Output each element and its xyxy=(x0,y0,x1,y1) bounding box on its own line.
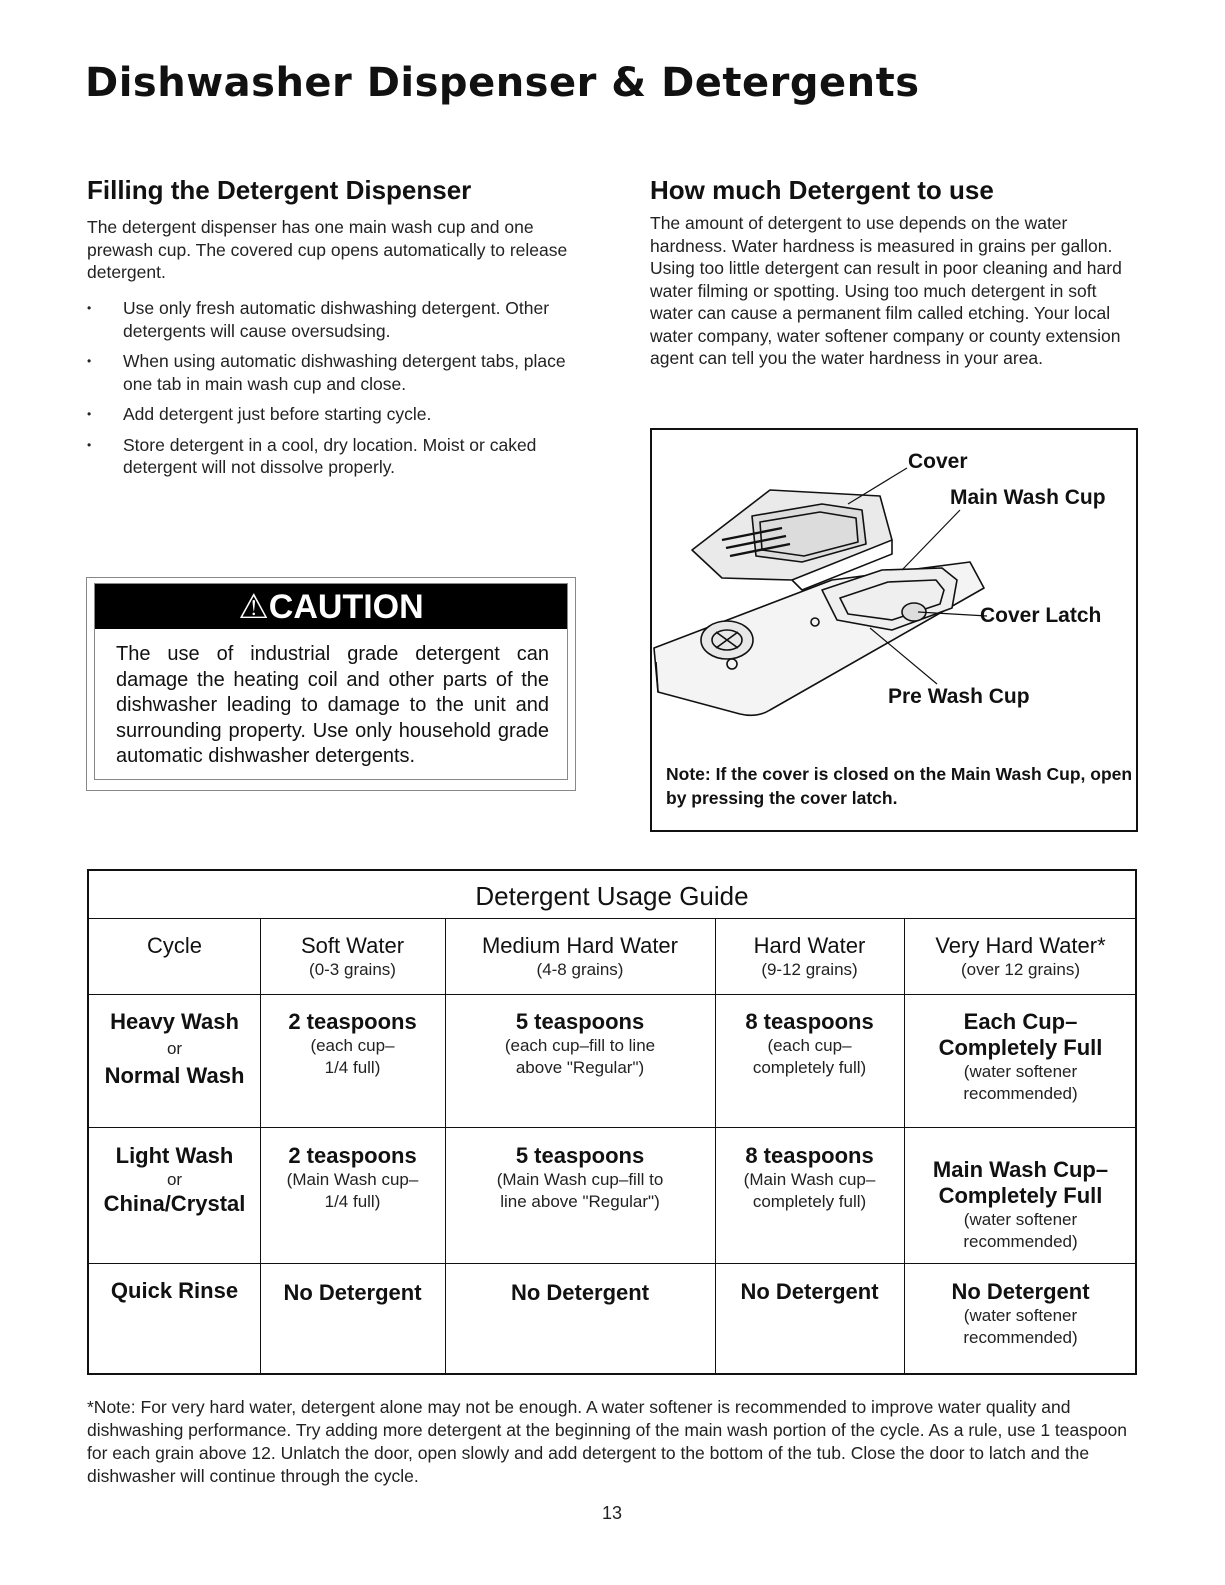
detergent-usage-guide-table xyxy=(87,869,1137,1375)
amount: Each Cup– xyxy=(963,1009,1078,1034)
amount: No Detergent xyxy=(740,1279,879,1304)
table-rule xyxy=(89,918,1135,919)
label-cover: Cover xyxy=(908,450,968,473)
table-cell xyxy=(260,1280,445,1306)
page-number: 13 xyxy=(602,1503,623,1523)
table-cell xyxy=(260,1009,445,1079)
amount-note: line above "Regular") xyxy=(500,1192,660,1211)
table-cell xyxy=(715,1009,904,1079)
header-cycle xyxy=(89,933,260,959)
amount: No Detergent xyxy=(951,1279,1090,1304)
caution-banner: ⚠CAUTION xyxy=(95,584,567,629)
table-cell xyxy=(715,1143,904,1213)
cycle-name: Normal Wash xyxy=(104,1063,245,1088)
header-hard-water xyxy=(715,933,904,981)
filling-bullet-list xyxy=(87,297,582,487)
amount-note: (water softener xyxy=(963,1210,1078,1229)
list-item: • Add detergent just before starting cycle. xyxy=(87,403,582,426)
table-cell xyxy=(715,1279,904,1305)
dispenser-diagram-box xyxy=(650,428,1138,832)
table-cell xyxy=(445,1009,715,1079)
header-medium-hard-water xyxy=(445,933,715,981)
cycle-name: China/Crystal xyxy=(103,1191,246,1216)
amount-note: (each cup– xyxy=(310,1036,395,1055)
label-pre-wash-cup: Pre Wash Cup xyxy=(888,685,1030,708)
label-cover-latch: Cover Latch xyxy=(980,604,1102,627)
amount: No Detergent xyxy=(283,1280,422,1305)
header-very-hard-water xyxy=(904,933,1137,981)
amount-note: (each cup–fill to line xyxy=(504,1036,656,1055)
table-cell xyxy=(445,1143,715,1213)
header-label: Soft Water xyxy=(300,933,405,958)
amount: 2 teaspoons xyxy=(288,1143,417,1168)
amount: Completely Full xyxy=(938,1183,1103,1208)
amount-note: completely full) xyxy=(752,1058,867,1077)
table-cell xyxy=(904,1279,1137,1349)
table-cell xyxy=(445,1280,715,1306)
amount: Main Wash Cup– xyxy=(932,1157,1109,1182)
table-cell xyxy=(904,1009,1137,1105)
cycle-name: Light Wash xyxy=(115,1143,234,1168)
filling-intro: The detergent dispenser has one main wash cup and one prewash cup. The covered cup opens automatically to release detergent. xyxy=(87,217,568,282)
amount-note: (Main Wash cup– xyxy=(743,1170,876,1189)
label-main-wash-cup: Main Wash Cup xyxy=(950,486,1106,509)
cycle-heavy-normal xyxy=(89,1009,260,1089)
amount-note: 1/4 full) xyxy=(324,1058,381,1077)
amount: Completely Full xyxy=(938,1035,1103,1060)
caution-inner-frame xyxy=(94,583,568,780)
filling-heading: Filling the Detergent Dispenser xyxy=(87,175,472,205)
dispenser-illustration xyxy=(652,430,1136,760)
table-rule xyxy=(89,1127,1135,1128)
header-sublabel: (over 12 grains) xyxy=(960,960,1081,979)
amount: 8 teaspoons xyxy=(745,1143,874,1168)
amount-note: completely full) xyxy=(752,1192,867,1211)
header-label: Medium Hard Water xyxy=(481,933,678,958)
table-cell xyxy=(260,1143,445,1213)
amount-note: (Main Wash cup–fill to xyxy=(496,1170,664,1189)
page-title: Dishwasher Dispenser & Detergents xyxy=(85,60,920,106)
list-item: • Use only fresh automatic dishwashing detergent. Other detergents will cause oversudsing. xyxy=(87,297,582,342)
amount-note: (Main Wash cup– xyxy=(286,1170,419,1189)
header-label: Very Hard Water* xyxy=(935,933,1106,958)
amount-note: recommended) xyxy=(963,1084,1078,1103)
amount-note: recommended) xyxy=(963,1328,1078,1347)
amount-note: 1/4 full) xyxy=(324,1192,381,1211)
amount: 2 teaspoons xyxy=(288,1009,417,1034)
amount-note: (water softener xyxy=(963,1062,1078,1081)
header-sublabel: (0-3 grains) xyxy=(309,960,396,979)
header-label: Hard Water xyxy=(753,933,866,958)
cycle-quick-rinse xyxy=(89,1278,260,1304)
caution-box xyxy=(86,577,576,791)
table-cell xyxy=(904,1157,1137,1253)
amount: 5 teaspoons xyxy=(515,1143,645,1168)
amount-note: (water softener xyxy=(963,1306,1078,1325)
cycle-or: or xyxy=(166,1039,183,1058)
table-rule xyxy=(89,1263,1135,1264)
amount-heading: How much Detergent to use xyxy=(650,175,994,205)
amount-note: (each cup– xyxy=(767,1036,852,1055)
diagram-note: Note: If the cover is closed on the Main Wash Cup, open by pressing the cover latch. xyxy=(666,764,1133,808)
cycle-light-china xyxy=(89,1143,260,1217)
cycle-or: or xyxy=(166,1170,183,1189)
amount: 5 teaspoons xyxy=(515,1009,645,1034)
footnote: *Note: For very hard water, detergent alone may not be enough. A water softener is recommended to improve water quality and dishwashing performance. Try adding more detergent at the beginning of the main wash portion of the cycle. As a rule, use 1 teaspoon for each grain above 12. Unlatch the door, open slowly and add detergent to the bottom of the tub. Close the door to latch and the dishwasher will continue through the cycle. xyxy=(87,1397,1127,1486)
amount-note: recommended) xyxy=(963,1232,1078,1251)
cycle-name: Heavy Wash xyxy=(110,1009,239,1034)
header-soft-water xyxy=(260,933,445,981)
amount: 8 teaspoons xyxy=(745,1009,874,1034)
amount-note: above "Regular") xyxy=(515,1058,645,1077)
guide-title: Detergent Usage Guide xyxy=(475,881,749,911)
header-label: Cycle xyxy=(146,933,202,958)
amount-text: The amount of detergent to use depends on the water hardness. Water hardness is measured in grains per gallon. Using too little detergent can result in poor cleaning and hard water filming or spotting. Using too much detergent in soft water can cause a permanent film called etching. Your local water company, water softener company or county extension agent can tell you the water hardness in your area. xyxy=(650,213,1122,368)
cycle-name: Quick Rinse xyxy=(110,1278,239,1303)
header-sublabel: (4-8 grains) xyxy=(536,960,624,979)
amount: No Detergent xyxy=(510,1280,650,1305)
table-rule xyxy=(89,994,1135,995)
caution-text: The use of industrial grade detergent can damage the heating coil and other parts of the dishwasher leading to damage to the unit and surrounding property. Use only household grade automatic dishwasher detergents. xyxy=(116,643,549,767)
header-sublabel: (9-12 grains) xyxy=(761,960,858,979)
list-item: • Store detergent in a cool, dry location. Moist or caked detergent will not dissolve properly. xyxy=(87,434,582,479)
list-item: • When using automatic dishwashing detergent tabs, place one tab in main wash cup and close. xyxy=(87,350,582,395)
